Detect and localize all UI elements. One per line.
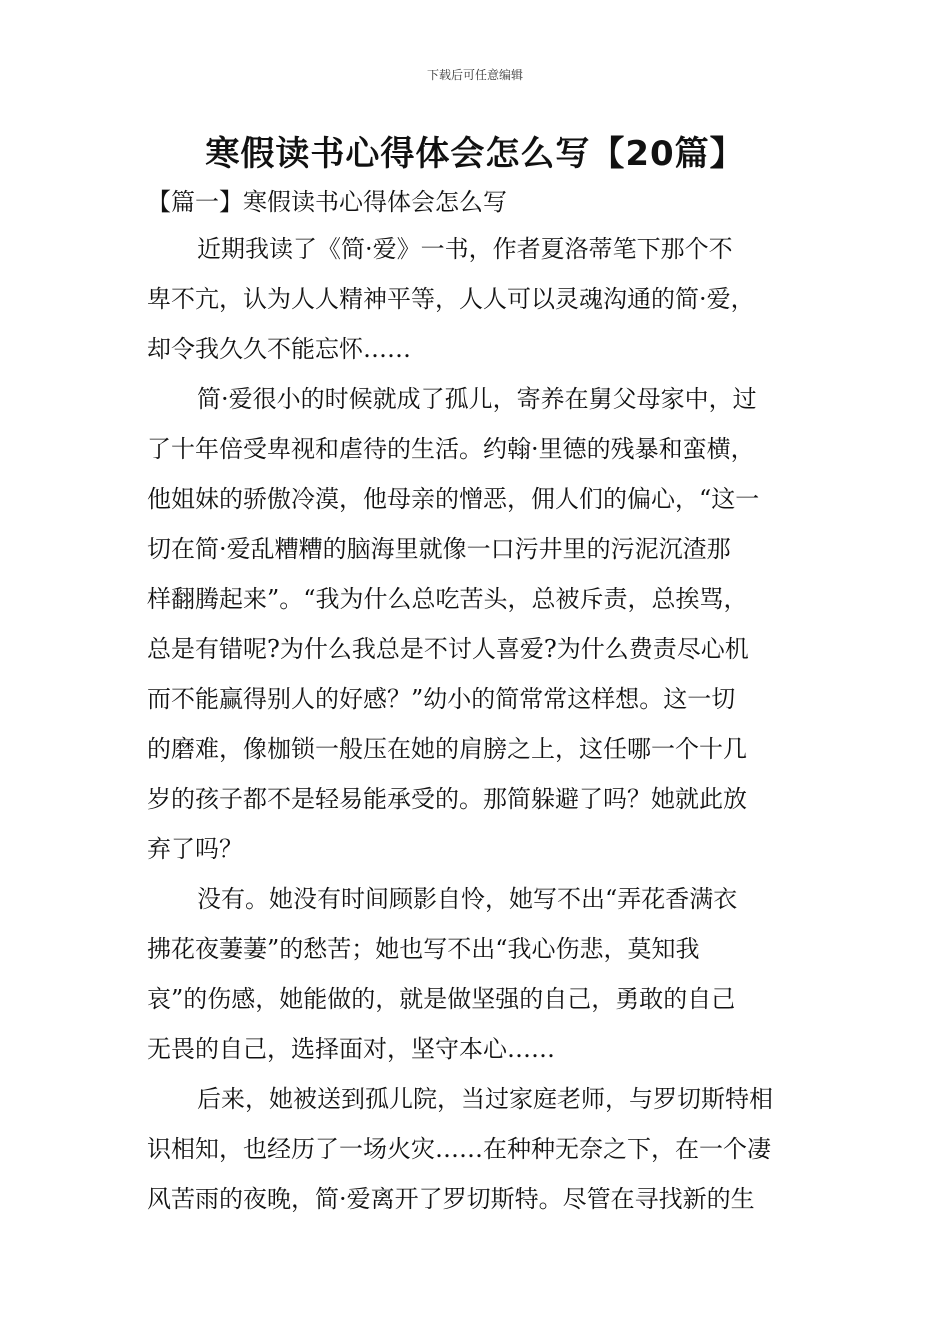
text-line: 拂花夜萋萋”的愁苦；她也写不出“我心伤悲，莫知我 (147, 935, 700, 963)
text-line: 哀”的伤感，她能做的，就是做坚强的自己，勇敢的自己 (147, 985, 736, 1013)
text-line: 简·爱很小的时候就成了孤儿，寄养在舅父母家中，过 (197, 385, 757, 413)
text-line: 却令我久久不能忘怀…… (147, 335, 411, 363)
text-line: 近期我读了《简·爱》一书，作者夏洛蒂笔下那个不 (197, 235, 733, 263)
text-line: 弃了吗？ (147, 835, 243, 863)
text-line: 样翻腾起来”。“我为什么总吃苦头，总被斥责，总挨骂， (147, 585, 748, 613)
text-line: 总是有错呢?为什么我总是不讨人喜爱?为什么费责尽心机 (147, 635, 749, 663)
text-line: 卑不亢，认为人人精神平等，人人可以灵魂沟通的简·爱， (147, 285, 755, 313)
section-heading: 【篇一】寒假读书心得体会怎么写 (147, 188, 507, 216)
body-text (147, 232, 827, 1232)
text-line: 无畏的自己，选择面对，坚守本心…… (147, 1035, 555, 1063)
document-title: 寒假读书心得体会怎么写【20篇】 (205, 134, 745, 174)
text-line: 没有。她没有时间顾影自怜，她写不出“弄花香满衣 (197, 885, 738, 913)
text-line: 后来，她被送到孤儿院，当过家庭老师，与罗切斯特相 (197, 1085, 773, 1113)
text-line: 岁的孩子都不是轻易能承受的。那简躲避了吗？她就此放 (147, 785, 747, 813)
text-line: 他姐妹的骄傲冷漠，他母亲的憎恶，佣人们的偏心，“这一 (147, 485, 760, 513)
text-line: 而不能赢得别人的好感？”幼小的简常常这样想。这一切 (147, 685, 736, 713)
text-line: 了十年倍受卑视和虐待的生活。约翰·里德的残暴和蛮横， (147, 435, 755, 463)
text-line: 的磨难，像枷锁一般压在她的肩膀之上，这任哪一个十几 (147, 735, 747, 763)
text-line: 识相知，也经历了一场火灾……在种种无奈之下，在一个凄 (147, 1135, 771, 1163)
page-header-note: 下载后可任意编辑 (426, 68, 523, 82)
text-line: 切在简·爱乱糟糟的脑海里就像一口污井里的污泥沉渣那 (147, 535, 731, 563)
text-line: 风苦雨的夜晚，简·爱离开了罗切斯特。尽管在寻找新的生 (147, 1185, 755, 1213)
